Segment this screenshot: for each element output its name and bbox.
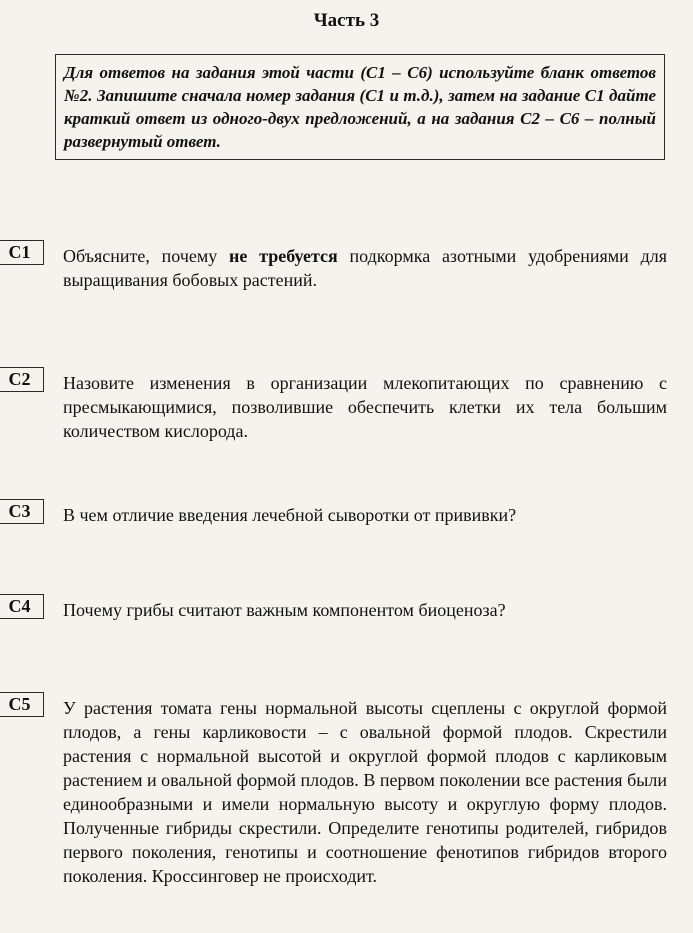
task-label: С1	[0, 240, 44, 265]
task-text: Объясните, почему не требуется подкормка азотными удобрениями для выращивания бобовых растений.	[63, 246, 667, 290]
task-label: С2	[0, 367, 44, 392]
task-text: Почему грибы считают важным компонентом биоценоза?	[63, 600, 506, 620]
task-label: С4	[0, 594, 44, 619]
task-text: В чем отличие введения лечебной сыворотки от прививки?	[63, 505, 517, 525]
task-label: С3	[0, 499, 44, 524]
task-text: Назовите изменения в организации млекопитающих по сравнению с пресмыкающимися, позволившие обеспечить клетки их тела большим количеством кислорода.	[63, 373, 667, 441]
task-label: С5	[0, 692, 44, 717]
page-title: Часть 3	[313, 10, 380, 31]
emphasis-text: не требуется	[229, 246, 338, 266]
task-text: У растения томата гены нормальной высоты сцеплены с округлой формой плодов, а гены карликовости – с овальной формой плодов. Скрестили растения с нормальной высотой и округлой формой плодов с карликовым растением и овальной формой плодов. В первом поколении все растения были единообразными и имели нормальную высоту и округлую форму плодов. Полученные гибриды скрестили. Определите генотипы родителей, гибридов первого поколения, генотипы и соотношение фенотипов гибридов второго поколения. Кроссинговер не происходит.	[63, 698, 667, 886]
instructions-box: Для ответов на задания этой части (С1 – С6) используйте бланк ответов №2. Запишите сначала номер задания (С1 и т.д.), затем на задание С1 дайте краткий ответ из одного-двух предложений, а на задания С2 – С6 – полный развернутый ответ.	[55, 54, 665, 160]
